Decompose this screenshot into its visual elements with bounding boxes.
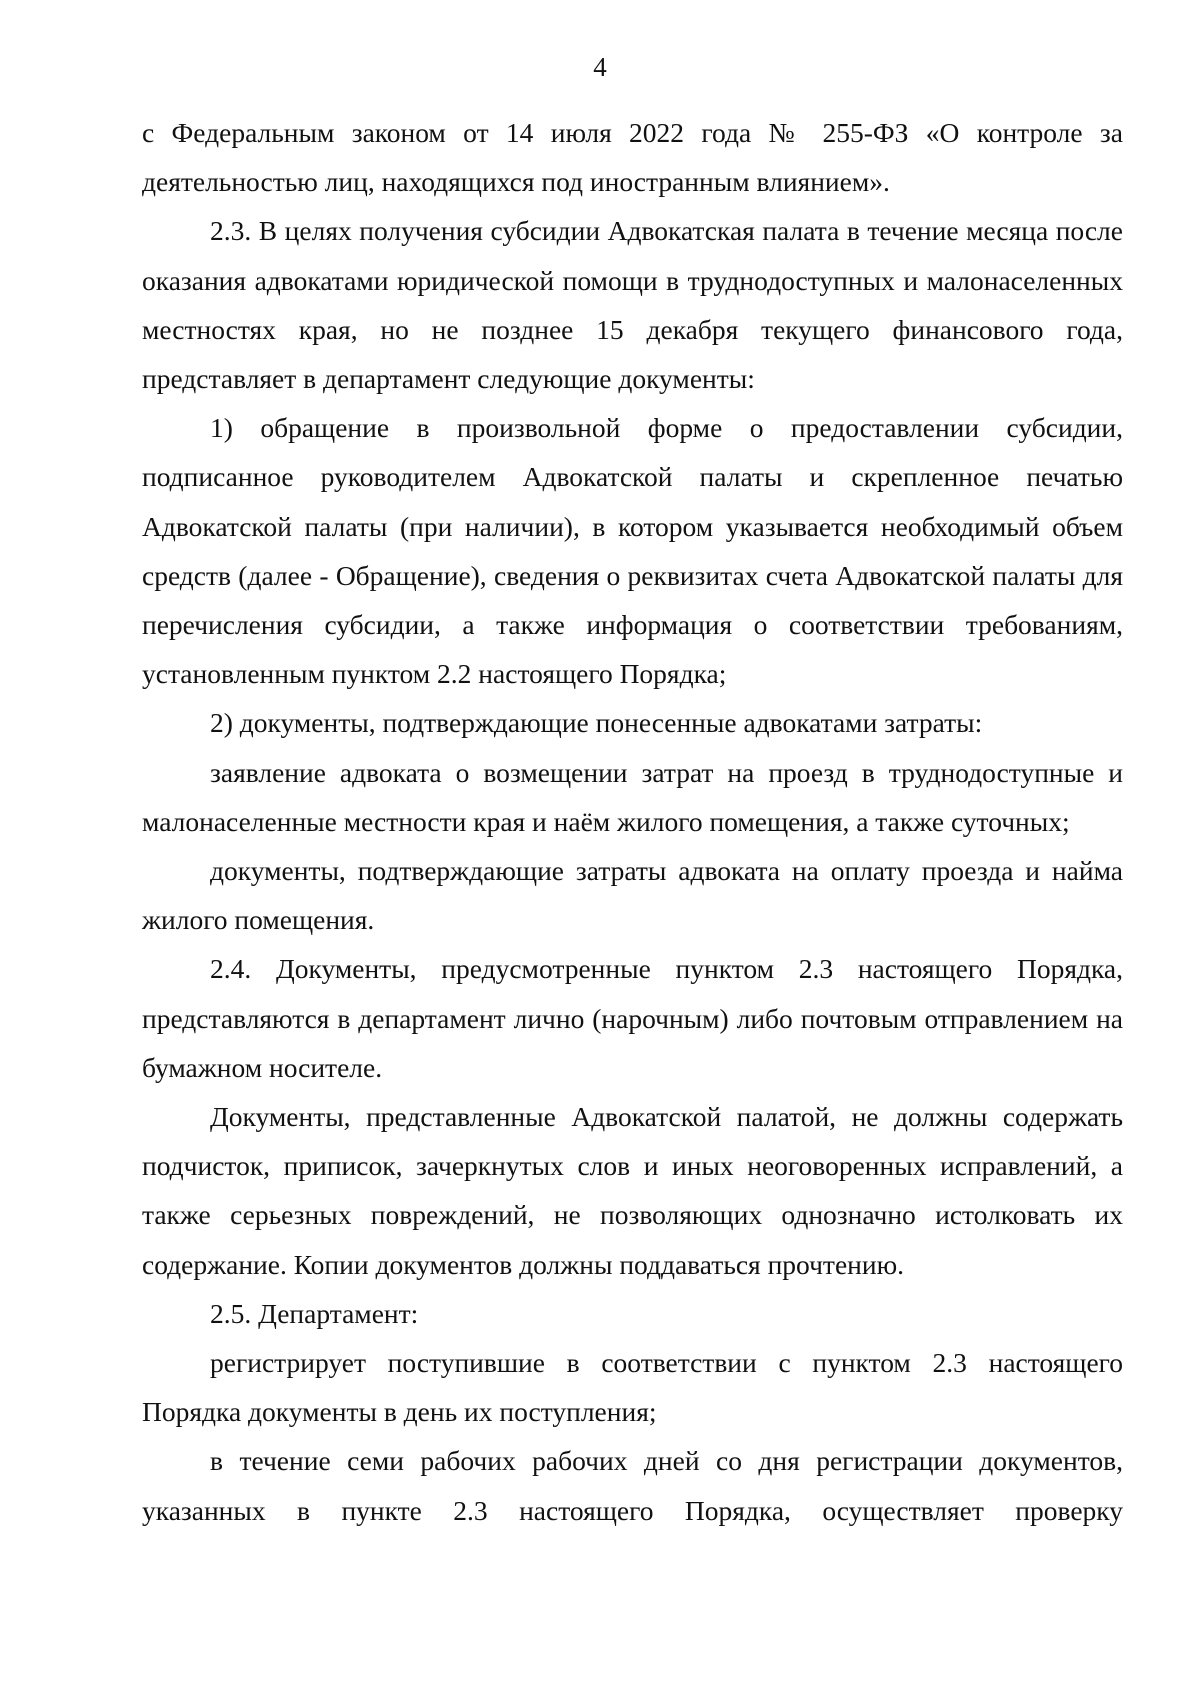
paragraph-clause-2-5: 2.5. Департамент: bbox=[210, 1297, 419, 1329]
paragraph-expense-documents: документы, подтверждающие затраты адвоката на оплату проезда и найма жилого помещения. bbox=[142, 855, 1123, 936]
paragraph-document-requirements: Документы, представленные Адвокатской палатой, не должны содержать подчисток, приписок, зачеркнутых слов и иных неоговоренных исправлений, а также серьезных повреждений, не позволяющих однозначно истолковать их содержание. Копии документов должны поддаваться прочтению. bbox=[142, 1101, 1123, 1280]
document-body bbox=[142, 108, 1123, 1535]
paragraph-item-1: 1) обращение в произвольной форме о предоставлении субсидии, подписанное руководителем Адвокатской палаты и скрепленное печатью Адвокатской палаты (при наличии), в котором указывается необходимый объем средств (далее - Обращение), сведения о реквизитах счета Адвокатской палаты для перечисления субсидии, а также информация о соответствии требованиям, установленным пунктом 2.2 настоящего Порядка; bbox=[142, 412, 1123, 690]
paragraph-clause-2-3: 2.3. В целях получения субсидии Адвокатская палата в течение месяца после оказания адвокатами юридической помощи в труднодоступных и малонаселенных местностях края, но не позднее 15 декабря текущего финансового года, представляет в департамент следующие документы: bbox=[142, 215, 1123, 395]
paragraph-item-2: 2) документы, подтверждающие понесенные адвокатами затраты: bbox=[210, 707, 983, 739]
paragraph-clause-2-4: 2.4. Документы, предусмотренные пунктом 2.3 настоящего Порядка, представляются в департамент лично (нарочным) либо почтовым отправлением на бумажном носителе. bbox=[142, 953, 1123, 1083]
page-number: 4 bbox=[593, 52, 607, 82]
paragraph-continuation: с Федеральным законом от 14 июля 2022 года № 255-ФЗ «О контроле за деятельностью лиц, находящихся под иностранным влиянием». bbox=[142, 117, 1123, 198]
paragraph-verification: в течение семи рабочих рабочих дней со дня регистрации документов, указанных в пункте 2.3 настоящего Порядка, осуществляет проверку bbox=[142, 1445, 1123, 1526]
paragraph-application: заявление адвоката о возмещении затрат на проезд в труднодоступные и малонаселенные местности края и наём жилого помещения, а также суточных; bbox=[142, 756, 1123, 837]
paragraph-registration: регистрирует поступившие в соответствии с пунктом 2.3 настоящего Порядка документы в день их поступления; bbox=[142, 1347, 1123, 1428]
